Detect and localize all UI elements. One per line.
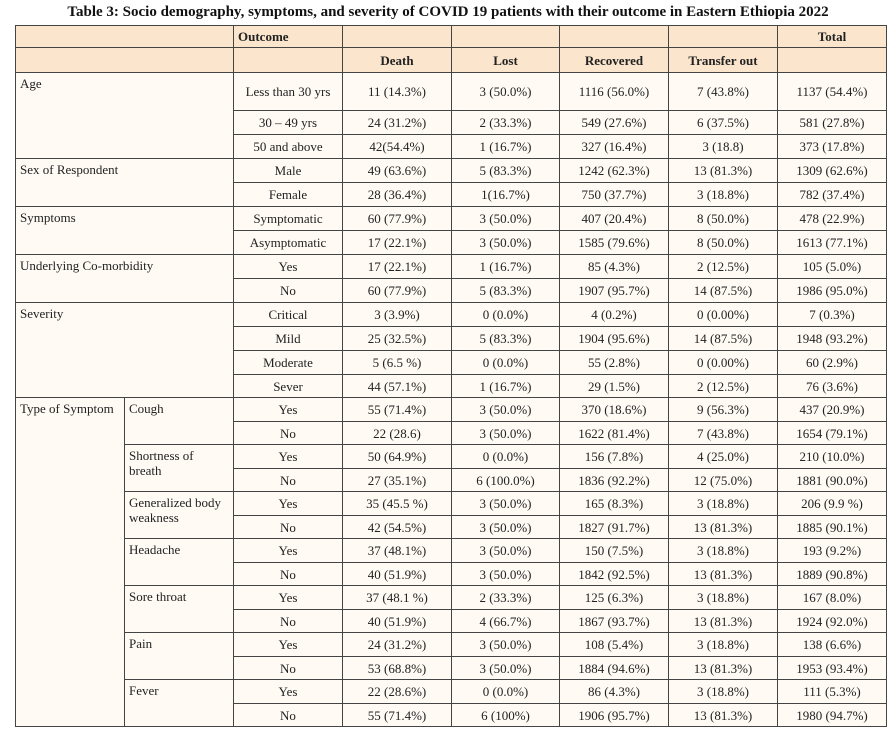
recovered-cell: 1836 (92.2%)	[560, 469, 669, 492]
transfer-out-cell: 13 (81.3%)	[669, 516, 778, 539]
transfer-out-cell: 8 (50.0%)	[669, 207, 778, 231]
death-cell: 40 (51.9%)	[343, 563, 452, 586]
transfer-out-cell: 3 (18.8%)	[669, 586, 778, 610]
recovered-cell: 156 (7.8%)	[560, 445, 669, 469]
header-blank	[234, 48, 343, 73]
lost-cell: 3 (50.0%)	[452, 73, 560, 111]
total-cell: 478 (22.9%)	[778, 207, 887, 231]
lost-cell: 2 (33.3%)	[452, 586, 560, 610]
total-cell: 1986 (95.0%)	[778, 279, 887, 303]
total-cell: 1881 (90.0%)	[778, 469, 887, 492]
death-cell: 25 (32.5%)	[343, 327, 452, 351]
recovered-cell: 549 (27.6%)	[560, 111, 669, 135]
symptom-group-label: Generalized body weakness	[125, 492, 234, 539]
lost-cell: 0 (0.0%)	[452, 445, 560, 469]
total-cell: 167 (8.0%)	[778, 586, 887, 610]
recovered-cell: 1242 (62.3%)	[560, 159, 669, 183]
recovered-cell: 1585 (79.6%)	[560, 231, 669, 255]
header-total: Total	[778, 26, 887, 48]
recovered-cell: 29 (1.5%)	[560, 375, 669, 398]
death-cell: 60 (77.9%)	[343, 207, 452, 231]
death-cell: 22 (28.6%)	[343, 680, 452, 704]
death-cell: 35 (45.5 %)	[343, 492, 452, 516]
lost-cell: 0 (0.0%)	[452, 351, 560, 375]
transfer-out-cell: 7 (43.8%)	[669, 73, 778, 111]
total-cell: 7 (0.3%)	[778, 303, 887, 327]
transfer-out-cell: 3 (18.8)	[669, 135, 778, 159]
category-cell: No	[234, 657, 343, 680]
transfer-out-cell: 7 (43.8%)	[669, 422, 778, 445]
lost-cell: 5 (83.3%)	[452, 279, 560, 303]
recovered-cell: 1827 (91.7%)	[560, 516, 669, 539]
total-cell: 206 (9.9 %)	[778, 492, 887, 516]
death-cell: 3 (3.9%)	[343, 303, 452, 327]
category-cell: 30 – 49 yrs	[234, 111, 343, 135]
death-cell: 37 (48.1 %)	[343, 586, 452, 610]
category-cell: Yes	[234, 680, 343, 704]
lost-cell: 1(16.7%)	[452, 183, 560, 207]
category-cell: Female	[234, 183, 343, 207]
recovered-cell: 1904 (95.6%)	[560, 327, 669, 351]
total-cell: 1924 (92.0%)	[778, 610, 887, 633]
total-cell: 210 (10.0%)	[778, 445, 887, 469]
category-cell: Asymptomatic	[234, 231, 343, 255]
header-row-1	[16, 26, 887, 48]
lost-cell: 3 (50.0%)	[452, 633, 560, 657]
total-cell: 105 (5.0%)	[778, 255, 887, 279]
death-cell: 28 (36.4%)	[343, 183, 452, 207]
header-lost: Lost	[452, 48, 560, 73]
transfer-out-cell: 8 (50.0%)	[669, 231, 778, 255]
table-row	[16, 207, 887, 231]
lost-cell: 0 (0.0%)	[452, 303, 560, 327]
recovered-cell: 1906 (95.7%)	[560, 704, 669, 727]
death-cell: 50 (64.9%)	[343, 445, 452, 469]
transfer-out-cell: 12 (75.0%)	[669, 469, 778, 492]
transfer-out-cell: 3 (18.8%)	[669, 539, 778, 563]
table-row	[16, 492, 887, 516]
lost-cell: 0 (0.0%)	[452, 680, 560, 704]
total-cell: 1948 (93.2%)	[778, 327, 887, 351]
recovered-cell: 1867 (93.7%)	[560, 610, 669, 633]
death-cell: 11 (14.3%)	[343, 73, 452, 111]
death-cell: 24 (31.2%)	[343, 633, 452, 657]
transfer-out-cell: 2 (12.5%)	[669, 375, 778, 398]
recovered-cell: 150 (7.5%)	[560, 539, 669, 563]
lost-cell: 3 (50.0%)	[452, 207, 560, 231]
header-row-2	[16, 48, 887, 73]
lost-cell: 3 (50.0%)	[452, 516, 560, 539]
table-row	[16, 73, 887, 111]
transfer-out-cell: 14 (87.5%)	[669, 327, 778, 351]
transfer-out-cell: 13 (81.3%)	[669, 704, 778, 727]
recovered-cell: 108 (5.4%)	[560, 633, 669, 657]
table-row	[16, 255, 887, 279]
total-cell: 111 (5.3%)	[778, 680, 887, 704]
recovered-cell: 85 (4.3%)	[560, 255, 669, 279]
total-cell: 1953 (93.4%)	[778, 657, 887, 680]
section-label-symptoms: Symptoms	[16, 207, 234, 255]
transfer-out-cell: 6 (37.5%)	[669, 111, 778, 135]
category-cell: Yes	[234, 398, 343, 422]
recovered-cell: 165 (8.3%)	[560, 492, 669, 516]
category-cell: Yes	[234, 445, 343, 469]
category-cell: Critical	[234, 303, 343, 327]
category-cell: Yes	[234, 539, 343, 563]
lost-cell: 5 (83.3%)	[452, 159, 560, 183]
recovered-cell: 1884 (94.6%)	[560, 657, 669, 680]
table-row	[16, 680, 887, 704]
table-row	[16, 586, 887, 610]
death-cell: 42(54.4%)	[343, 135, 452, 159]
table-row	[16, 303, 887, 327]
transfer-out-cell: 3 (18.8%)	[669, 633, 778, 657]
category-cell: Yes	[234, 255, 343, 279]
category-cell: Less than 30 yrs	[234, 73, 343, 111]
recovered-cell: 86 (4.3%)	[560, 680, 669, 704]
section-label-type: Type of Symptom	[16, 398, 125, 727]
section-label-comorb: Underlying Co-morbidity	[16, 255, 234, 303]
death-cell: 42 (54.5%)	[343, 516, 452, 539]
table-row	[16, 539, 887, 563]
total-cell: 1889 (90.8%)	[778, 563, 887, 586]
recovered-cell: 125 (6.3%)	[560, 586, 669, 610]
death-cell: 17 (22.1%)	[343, 231, 452, 255]
symptom-group-label: Shortness of breath	[125, 445, 234, 492]
category-cell: No	[234, 279, 343, 303]
category-cell: Yes	[234, 633, 343, 657]
section-label-severity: Severity	[16, 303, 234, 398]
lost-cell: 3 (50.0%)	[452, 422, 560, 445]
total-cell: 581 (27.8%)	[778, 111, 887, 135]
header-death: Death	[343, 48, 452, 73]
total-cell: 193 (9.2%)	[778, 539, 887, 563]
header-blank	[560, 26, 669, 48]
total-cell: 437 (20.9%)	[778, 398, 887, 422]
death-cell: 27 (35.1%)	[343, 469, 452, 492]
table-row	[16, 398, 887, 422]
header-outcome: Outcome	[234, 26, 343, 48]
category-cell: No	[234, 610, 343, 633]
section-label-age: Age	[16, 73, 234, 159]
transfer-out-cell: 14 (87.5%)	[669, 279, 778, 303]
symptom-group-label: Headache	[125, 539, 234, 586]
recovered-cell: 55 (2.8%)	[560, 351, 669, 375]
recovered-cell: 1622 (81.4%)	[560, 422, 669, 445]
death-cell: 55 (71.4%)	[343, 398, 452, 422]
death-cell: 60 (77.9%)	[343, 279, 452, 303]
category-cell: No	[234, 422, 343, 445]
lost-cell: 3 (50.0%)	[452, 231, 560, 255]
section-label-sex: Sex of Respondent	[16, 159, 234, 207]
recovered-cell: 1842 (92.5%)	[560, 563, 669, 586]
lost-cell: 3 (50.0%)	[452, 492, 560, 516]
total-cell: 373 (17.8%)	[778, 135, 887, 159]
lost-cell: 6 (100%)	[452, 704, 560, 727]
header-transfer-out: Transfer out	[669, 48, 778, 73]
death-cell: 53 (68.8%)	[343, 657, 452, 680]
lost-cell: 2 (33.3%)	[452, 111, 560, 135]
header-blank	[343, 26, 452, 48]
total-cell: 782 (37.4%)	[778, 183, 887, 207]
death-cell: 22 (28.6)	[343, 422, 452, 445]
recovered-cell: 1907 (95.7%)	[560, 279, 669, 303]
total-cell: 1654 (79.1%)	[778, 422, 887, 445]
category-cell: No	[234, 563, 343, 586]
total-cell: 1613 (77.1%)	[778, 231, 887, 255]
category-cell: Mild	[234, 327, 343, 351]
death-cell: 37 (48.1%)	[343, 539, 452, 563]
transfer-out-cell: 4 (25.0%)	[669, 445, 778, 469]
lost-cell: 4 (66.7%)	[452, 610, 560, 633]
category-cell: Moderate	[234, 351, 343, 375]
header-blank	[669, 26, 778, 48]
lost-cell: 6 (100.0%)	[452, 469, 560, 492]
category-cell: Male	[234, 159, 343, 183]
lost-cell: 1 (16.7%)	[452, 255, 560, 279]
transfer-out-cell: 0 (0.00%)	[669, 303, 778, 327]
recovered-cell: 407 (20.4%)	[560, 207, 669, 231]
category-cell: No	[234, 469, 343, 492]
table-row	[16, 445, 887, 469]
lost-cell: 1 (16.7%)	[452, 135, 560, 159]
category-cell: Symptomatic	[234, 207, 343, 231]
total-cell: 1137 (54.4%)	[778, 73, 887, 111]
outcome-table	[15, 25, 887, 727]
transfer-out-cell: 2 (12.5%)	[669, 255, 778, 279]
total-cell: 1885 (90.1%)	[778, 516, 887, 539]
recovered-cell: 1116 (56.0%)	[560, 73, 669, 111]
total-cell: 60 (2.9%)	[778, 351, 887, 375]
symptom-group-label: Cough	[125, 398, 234, 445]
recovered-cell: 370 (18.6%)	[560, 398, 669, 422]
category-cell: Yes	[234, 492, 343, 516]
symptom-group-label: Pain	[125, 633, 234, 680]
category-cell: No	[234, 704, 343, 727]
recovered-cell: 750 (37.7%)	[560, 183, 669, 207]
transfer-out-cell: 13 (81.3%)	[669, 657, 778, 680]
lost-cell: 5 (83.3%)	[452, 327, 560, 351]
total-cell: 138 (6.6%)	[778, 633, 887, 657]
category-cell: Sever	[234, 375, 343, 398]
transfer-out-cell: 3 (18.8%)	[669, 680, 778, 704]
header-blank	[778, 48, 887, 73]
symptom-group-label: Fever	[125, 680, 234, 727]
table-body	[16, 73, 887, 727]
transfer-out-cell: 0 (0.00%)	[669, 351, 778, 375]
header-blank	[16, 48, 234, 73]
category-cell: Yes	[234, 586, 343, 610]
transfer-out-cell: 3 (18.8%)	[669, 492, 778, 516]
transfer-out-cell: 13 (81.3%)	[669, 610, 778, 633]
death-cell: 17 (22.1%)	[343, 255, 452, 279]
header-blank	[452, 26, 560, 48]
total-cell: 1309 (62.6%)	[778, 159, 887, 183]
header-blank	[16, 26, 234, 48]
lost-cell: 3 (50.0%)	[452, 657, 560, 680]
transfer-out-cell: 13 (81.3%)	[669, 159, 778, 183]
table-row	[16, 159, 887, 183]
death-cell: 44 (57.1%)	[343, 375, 452, 398]
total-cell: 1980 (94.7%)	[778, 704, 887, 727]
transfer-out-cell: 9 (56.3%)	[669, 398, 778, 422]
lost-cell: 3 (50.0%)	[452, 398, 560, 422]
lost-cell: 3 (50.0%)	[452, 539, 560, 563]
recovered-cell: 327 (16.4%)	[560, 135, 669, 159]
table-row	[16, 633, 887, 657]
transfer-out-cell: 13 (81.3%)	[669, 563, 778, 586]
death-cell: 40 (51.9%)	[343, 610, 452, 633]
lost-cell: 1 (16.7%)	[452, 375, 560, 398]
symptom-group-label: Sore throat	[125, 586, 234, 633]
category-cell: No	[234, 516, 343, 539]
total-cell: 76 (3.6%)	[778, 375, 887, 398]
table-caption: Table 3: Socio demography, symptoms, and severity of COVID 19 patients with their outcome in Eastern Ethiopia 2022	[67, 4, 829, 20]
lost-cell: 3 (50.0%)	[452, 563, 560, 586]
category-cell: 50 and above	[234, 135, 343, 159]
death-cell: 55 (71.4%)	[343, 704, 452, 727]
death-cell: 24 (31.2%)	[343, 111, 452, 135]
recovered-cell: 4 (0.2%)	[560, 303, 669, 327]
transfer-out-cell: 3 (18.8%)	[669, 183, 778, 207]
death-cell: 49 (63.6%)	[343, 159, 452, 183]
death-cell: 5 (6.5 %)	[343, 351, 452, 375]
header-recovered: Recovered	[560, 48, 669, 73]
